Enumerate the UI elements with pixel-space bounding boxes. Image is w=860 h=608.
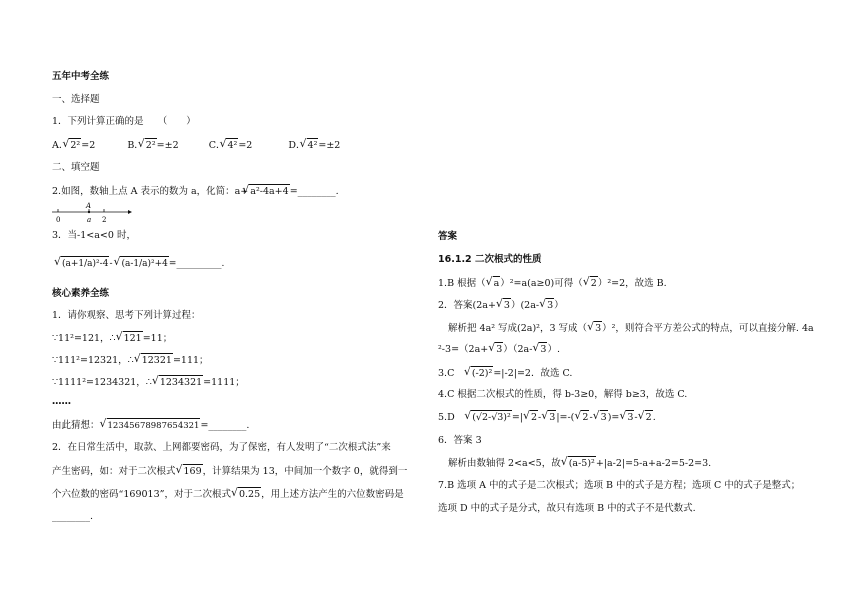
a6x-radical: √ (a-5)² [568, 456, 596, 471]
question-3-expression [60, 256, 224, 271]
number-line-figure [52, 202, 132, 224]
a1-radical-2: √ 2 [590, 276, 598, 291]
core-question-2-line-3 [52, 487, 404, 502]
core-question-2-line-2 [52, 464, 407, 479]
a5-text-4: |=-( [556, 412, 575, 423]
core-question-2-line-1: 2．在日常生活中，取款、上网都要密码，为了保密，有人发明了“二次根式法”来 [52, 442, 391, 453]
question-3-suffix: =__________. [168, 259, 225, 269]
step-3-result: =1111； [203, 377, 245, 388]
question-2-radical: √ a²-4a+4 [249, 184, 289, 199]
a5-text-8: . [652, 412, 656, 423]
question-2-suffix: =________. [289, 186, 339, 197]
question-3: 3．当-1<a<0 时， [52, 230, 136, 241]
a1-text-2: ）²=a(a≥0)可得（ [500, 278, 583, 289]
a5-radical-7: √ 2 [645, 410, 653, 425]
heading-choice: 一、选择题 [52, 94, 100, 105]
step-2-result: =111； [172, 355, 209, 366]
a3-text-2: =|-2|=2．故选 C. [493, 368, 573, 379]
answer-6-explanation [448, 456, 711, 471]
a2-radical-1: √ 3 [503, 298, 511, 313]
q2-line2-rest: ，计算结果为 13，中间加一个数字 0，就得到一 [202, 466, 408, 477]
a3-text-1: 3.C [438, 368, 464, 379]
core-question-1: 1．请你观察、思考下列计算过程： [52, 310, 201, 321]
core-step-2 [52, 353, 209, 368]
a5-text-5: - [589, 412, 593, 423]
ellipsis: …… [52, 396, 71, 407]
answer-4: 4.C 根据二次根式的性质，得 b-3≥0，解得 b≥3，故选 C. [438, 389, 688, 400]
a3-radical: √ (-2)² [471, 366, 493, 381]
a5-text-6: )= [607, 412, 620, 423]
answer-7-line-1: 7.B 选项 A 中的式子是二次根式；选项 B 中的式子是方程；选项 C 中的式子是整式； [438, 480, 801, 491]
step-2-text: ∵111²=12321，∴ [52, 355, 134, 366]
a2x-radical: √ 3 [594, 321, 602, 336]
option-b-suffix: =±2 [156, 140, 179, 151]
label-2: 2 [102, 216, 107, 224]
answer-2 [438, 298, 564, 313]
a5-radical-4: √ 2 [581, 410, 589, 425]
question-1: 1．下列计算正确的是 （ ） [52, 116, 196, 127]
step-3-text: ∵1111²=1234321，∴ [52, 377, 152, 388]
question-3-radical-2: √ (a-1/a)²+4 [120, 256, 168, 271]
a2x2-text-2: ）（2a- [503, 344, 533, 355]
label-A: A [86, 202, 92, 210]
question-3-minus: - [109, 259, 113, 269]
a1-text-1: 1.B 根据（ [438, 278, 486, 289]
option-c-radical: √ 4² [226, 138, 238, 153]
answer-5 [438, 410, 656, 425]
a5-radical-2: √ 2 [530, 410, 538, 425]
a1-radical-a: √ a [493, 276, 501, 291]
guess-radical: √ 12345678987654321 [107, 418, 201, 433]
answers-title: 答案 [438, 231, 458, 242]
option-c-suffix: =2 [238, 140, 253, 151]
a5-text-3: - [538, 412, 542, 423]
a2x-text-2: ）²，则符合平方差公式的特点，可以直接分解. 4a [602, 323, 814, 334]
a6x-text-1: 解析由数轴得 2<a<5，故 [448, 458, 561, 469]
q2-line2-text: 产生密码，如：对于二次根式 [52, 466, 176, 477]
section-title-five-year: 五年中考全练 [52, 71, 110, 82]
core-step-3 [52, 375, 245, 390]
option-b-radical: √ 2² [145, 138, 157, 153]
answers-section-title: 16.1.2 二次根式的性质 [438, 254, 542, 265]
a5-text-1: 5.D [438, 412, 465, 423]
a5-radical-6: √ 3 [626, 410, 634, 425]
core-step-1 [52, 331, 172, 346]
option-c-prefix: C． [208, 140, 226, 151]
question-2-prefix: 2.如图，数轴上点 A 表示的数为 a，化简：a+ [52, 186, 249, 197]
question-3-radical-1: √ (a+1/a)²-4 [61, 256, 109, 271]
answer-1 [438, 276, 667, 291]
a2x2-radical-2: √ 3 [539, 342, 547, 357]
option-d-prefix: D． [288, 140, 306, 151]
core-question-2-line-4: ________. [52, 511, 94, 522]
step-1-radical: √ 121 [123, 331, 143, 346]
option-a-radical: √ 2² [69, 138, 81, 153]
option-d-suffix: =±2 [318, 140, 341, 151]
label-0: 0 [56, 216, 61, 224]
heading-fill: 二、填空题 [52, 162, 100, 173]
answer-2-explanation-1 [448, 321, 814, 336]
option-b-prefix: B． [127, 140, 144, 151]
question-2 [52, 184, 339, 199]
answer-7-line-2: 选项 D 中的式子是分式，故只有选项 B 中的式子不是代数式. [438, 503, 696, 514]
a2-text-2: ）(2a- [510, 300, 540, 311]
answer-2-explanation-2 [438, 342, 560, 357]
a5-text-7: - [634, 412, 638, 423]
number-line-arrow [128, 210, 132, 214]
a5-radical-1: √ (√2-√3)² [471, 410, 512, 425]
label-a: a [87, 216, 92, 224]
q2-line3-radical: √ 0.25 [238, 487, 261, 502]
a2-text-3: ） [554, 300, 564, 311]
step-2-radical: √ 12321 [141, 353, 173, 368]
a5-radical-5: √ 3 [600, 410, 608, 425]
option-a-prefix: A． [52, 140, 69, 151]
a2-radical-2: √ 3 [546, 298, 554, 313]
a5-radical-3: √ 3 [548, 410, 556, 425]
a2x2-text-1: ²-3=（2a+ [438, 344, 489, 355]
q2-line3-rest: ，用上述方法产生的六位数密码是 [261, 489, 404, 500]
guess-blank: =________. [200, 420, 250, 431]
step-3-radical: √ 1234321 [159, 375, 203, 390]
answer-3 [438, 366, 572, 381]
a2x-text-1: 解析把 4a² 写成(2a)²，3 写成（ [448, 323, 588, 334]
guess-text: 由此猜想： [52, 420, 100, 431]
a5-text-2: =| [511, 412, 523, 423]
a2-text-1: 2．答案(2a+ [438, 300, 496, 311]
a2x2-text-3: ）. [547, 344, 560, 355]
step-1-result: =11； [142, 333, 173, 344]
question-1-options [52, 138, 340, 153]
section-title-core: 核心素养全练 [52, 288, 110, 299]
step-1-text: ∵11²=121，∴ [52, 333, 116, 344]
a1-text-3: ）²=2，故选 B. [597, 278, 667, 289]
point-a [88, 211, 90, 213]
option-d-radical: √ 4² [307, 138, 319, 153]
a6x-text-2: +|a-2|=5-a+a-2=5-2=3. [595, 458, 712, 469]
q2-line3-text: 个六位数的密码“169013”，对于二次根式 [52, 489, 231, 500]
option-a-suffix: =2 [81, 140, 96, 151]
q2-line2-radical: √ 169 [183, 464, 203, 479]
core-guess [52, 418, 249, 433]
a2x2-radical-1: √ 3 [495, 342, 503, 357]
answer-6: 6．答案 3 [438, 435, 482, 446]
